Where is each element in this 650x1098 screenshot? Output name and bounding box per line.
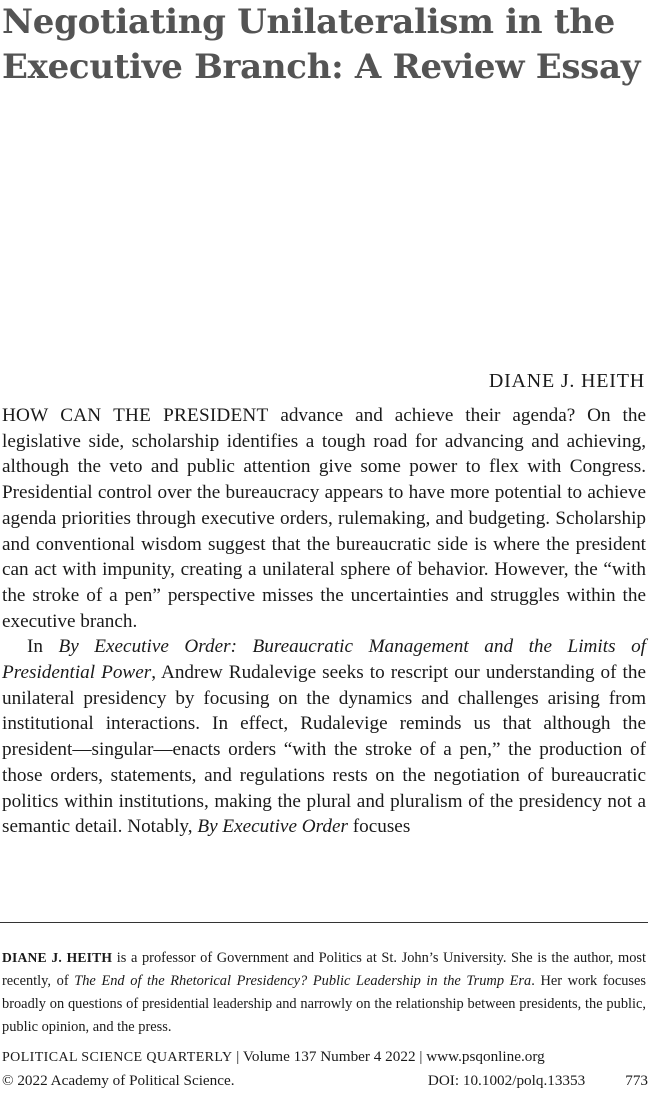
paragraph-2-text: , Andrew Rudalevige seeks to rescript our understanding of the unilateral presidency by focusing on the dynamics and challenges arising from institutional interactions. In effect, Rudalevige reminds us that although the president—singular—enacts orders “with the stroke of a pen,” the production of those orders, statements, and regulations rests on the negotiation of bureaucratic politics within institutions, making the plural and pluralism of the presidency not a semantic detail. Notably, — [2, 662, 646, 838]
page-number: 773 — [625, 1072, 648, 1089]
footer-right-group — [428, 1069, 648, 1092]
author-bio — [2, 946, 646, 1039]
footnote-divider — [0, 922, 648, 923]
book-title-italic: By Executive Order: Bureaucratic Management and the Limits of Presidential Power — [2, 636, 647, 684]
paragraph-2-end: focuses — [347, 816, 411, 838]
book-title-short-italic: By Executive Order — [197, 816, 348, 838]
paragraph-1-text: advance and achieve their agenda? On the legislative side, scholarship identifies a tough road for advancing and achieving, although the veto and public attention give some power to flex with Congress. Presidential control over the bureaucracy appears to have more potential to achieve agenda priorities through executive orders, rulemaking, and budgeting. Scholarship and conventional wisdom suggest that the bureaucratic side is where the president can act with impunity, creating a unilateral sphere of behavior. However, the “with the stroke of a pen” perspective misses the uncertainties and struggles within the executive branch. — [2, 405, 646, 632]
bio-text-2: . Her work focuses broadly on questions of presidential leadership and narrowly on the relationship between presidents, the public, public opinion, and the press. — [2, 973, 646, 1035]
title-line-2: Executive Branch: A Review Essay — [2, 47, 641, 87]
bio-book-title: The End of the Rhetorical Presidency? Public Leadership in the Trump Era — [74, 973, 532, 989]
bio-text-1: is a professor of Government and Politics at St. John’s University. She is the author, most recently, of — [2, 950, 646, 989]
article-title — [2, 0, 642, 90]
author-byline: DIANE J. HEITH — [488, 370, 645, 392]
bio-author-name: DIANE J. HEITH — [2, 950, 113, 965]
paragraph-2-start: In — [27, 636, 59, 658]
footer-journal-row — [2, 1045, 648, 1069]
footer-separator: | — [415, 1048, 427, 1065]
page-footer — [2, 1045, 648, 1092]
journal-name: POLITICAL SCIENCE QUARTERLY — [2, 1050, 233, 1065]
footer-journal-line — [2, 1045, 545, 1069]
journal-volume: Volume 137 Number 4 2022 — [242, 1048, 416, 1065]
title-line-1: Negotiating Unilateralism in the — [2, 2, 615, 42]
journal-url[interactable]: www.psqonline.org — [426, 1048, 545, 1065]
paragraph-1 — [2, 403, 646, 634]
copyright: © 2022 Academy of Political Science. — [2, 1072, 235, 1089]
article-body — [2, 403, 646, 840]
footer-separator: | — [232, 1048, 243, 1065]
footer-copyright-row — [2, 1069, 648, 1092]
paragraph-2 — [2, 634, 646, 840]
lead-in-caps: HOW CAN THE PRESIDENT — [2, 405, 269, 426]
doi[interactable]: DOI: 10.1002/polq.13353 — [427, 1072, 586, 1089]
